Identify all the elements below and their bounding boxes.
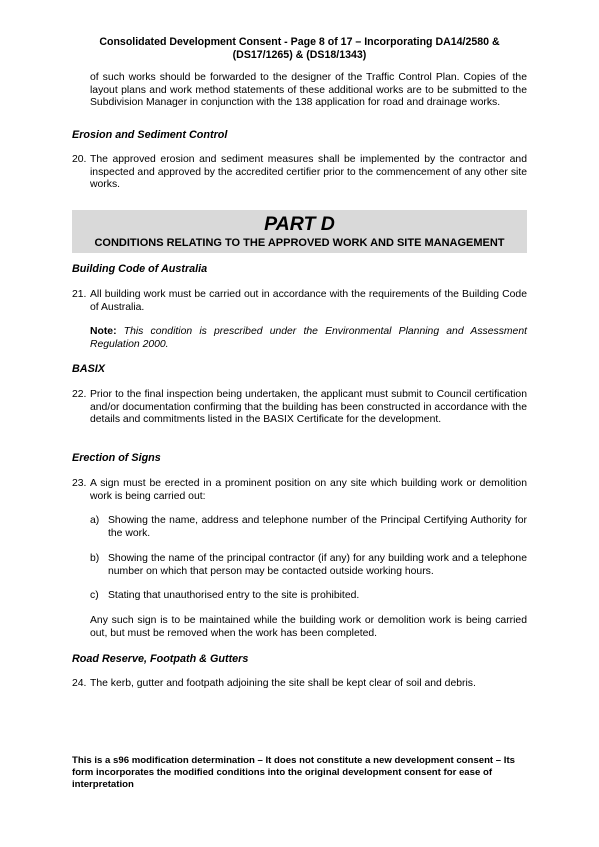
item-text-a: Showing the name, address and telephone number of the Principal Certifying Authority for the work. [108,515,527,539]
condition-number-23: 23. [72,478,87,489]
part-subtitle: CONDITIONS RELATING TO THE APPROVED WORK AND SITE MANAGEMENT [94,237,505,249]
condition-23-text: A sign must be erected in a prominent position on any site which building work or demolition work is being carried out: [90,478,527,502]
condition-23-closing: Any such sign is to be maintained while the building work or demolition work is being carried out, but must be removed when the work has been completed. [90,615,527,639]
page-header [72,36,527,62]
heading-erosion: Erosion and Sediment Control [72,129,228,141]
footer-disclaimer: This is a s96 modification determination – It does not constitute a new development consent – Its form incorporates the modified conditions into the original development consent for ease of interpretation [72,755,515,790]
part-title: PART D [264,213,335,235]
heading-basix: BASIX [72,363,105,375]
item-label-b: b) [90,553,100,564]
item-text-b: Showing the name of the principal contractor (if any) for any building work and a telephone number on which that person may be contacted outside working hours. [108,553,527,577]
heading-bca: Building Code of Australia [72,263,208,275]
heading-road: Road Reserve, Footpath & Gutters [72,653,249,665]
item-label-a: a) [90,515,100,526]
item-label-c: c) [90,590,99,601]
condition-21-note [90,326,527,351]
part-d-banner [72,210,527,253]
note-label: Note: [90,326,117,337]
condition-22-text: Prior to the final inspection being undertaken, the applicant must submit to Council certification and/or documentation confirming that the building has been constructed in accordance with the details and commitments listed in the BASIX Certificate for the development. [90,389,527,426]
condition-number-22: 22. [72,389,87,400]
continuation-paragraph: of such works should be forwarded to the designer of the Traffic Control Plan. Copies of the layout plans and work method statements of these additional works are to be submitted to the Subdivision Manager in conjunction with the 138 application for road and drainage works. [90,72,527,109]
item-text-c: Stating that unauthorised entry to the site is prohibited. [108,590,360,601]
condition-number-21: 21. [72,289,87,300]
condition-number-24: 24. [72,678,87,689]
note-text: This condition is prescribed under the Environmental Planning and Assessment Regulation 2000. [90,326,527,350]
condition-21-text: All building work must be carried out in accordance with the requirements of the Building Code of Australia. [90,289,527,313]
header-line-2: (DS17/1265) & (DS18/1343) [232,49,367,61]
header-line-1: Consolidated Development Consent - Page 8 of 17 – Incorporating DA14/2580 & [99,36,500,48]
condition-20-text: The approved erosion and sediment measures shall be implemented by the contractor and inspected and approved by the accredited certifier prior to the commencement of any other site works. [90,154,527,191]
condition-number-20: 20. [72,154,87,165]
condition-24-text: The kerb, gutter and footpath adjoining the site shall be kept clear of soil and debris. [90,678,476,689]
heading-signs: Erection of Signs [72,452,161,464]
